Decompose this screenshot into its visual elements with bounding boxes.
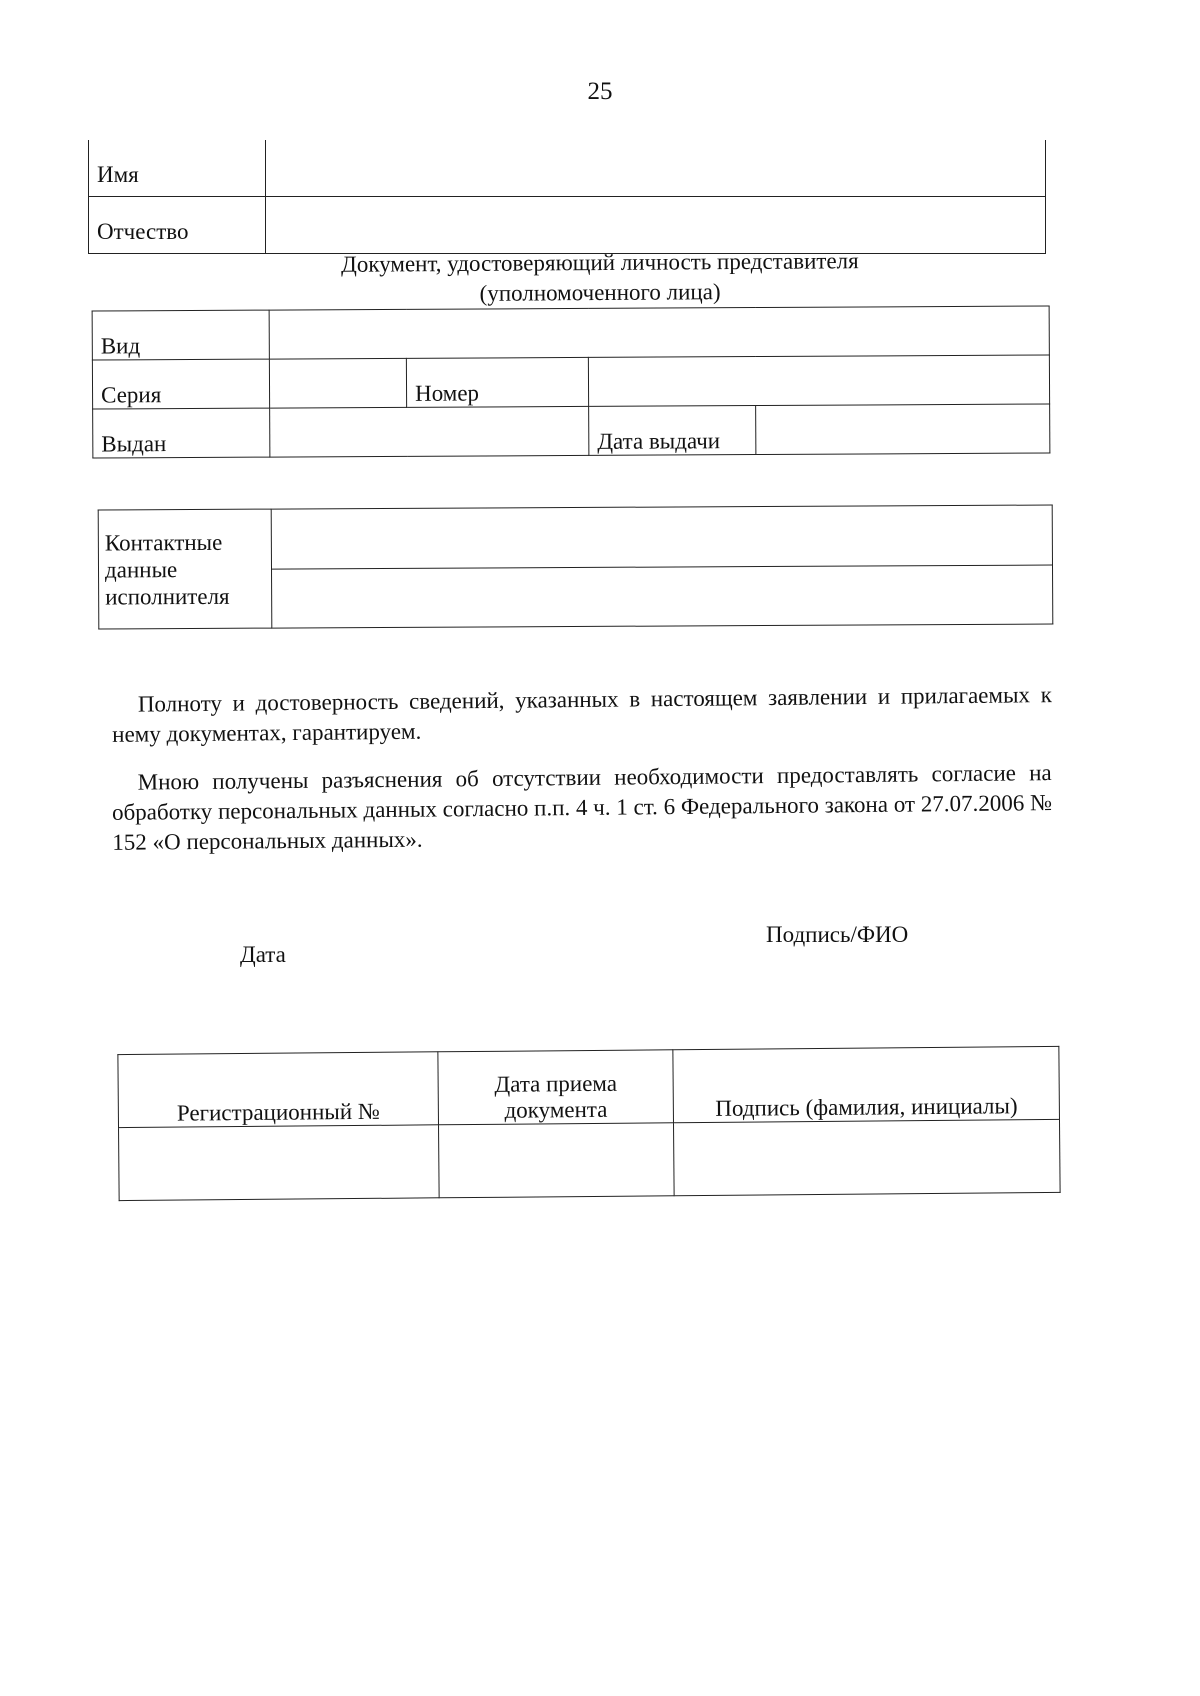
number-label: Номер — [406, 357, 588, 407]
consent-statement: Мною получены разъяснения об отсутствии необходимости предоставлять согласие на обработку персональных данных согласно п.п. 4 ч. 1 ст. 6 Федерального закона от 27.07.2006 № 152 «О персональных данных». — [111, 760, 1053, 855]
contact-field-1[interactable] — [271, 505, 1052, 569]
issue-date-field[interactable] — [756, 404, 1050, 455]
document-type-label: Вид — [92, 310, 269, 360]
issued-by-field[interactable] — [270, 406, 589, 457]
name-field[interactable] — [266, 140, 1046, 197]
contact-table — [98, 505, 1054, 630]
id-document-table — [92, 305, 1051, 458]
issue-date-label: Дата выдачи — [589, 406, 756, 456]
name-label: Имя — [89, 140, 266, 197]
registration-table — [117, 1046, 1060, 1201]
person-name-table — [88, 140, 1046, 254]
contact-field-2[interactable] — [272, 565, 1053, 629]
guarantee-statement: Полноту и достоверность сведений, указанных в настоящем заявлении и прилагаемых к нему документах, гарантируем. — [112, 682, 1052, 747]
registration-number-header: Регистрационный № — [118, 1052, 439, 1128]
receipt-date-header: Дата приема документа — [438, 1050, 674, 1125]
patronymic-label: Отчество — [89, 197, 266, 254]
series-field[interactable] — [269, 358, 406, 408]
issued-by-label: Выдан — [93, 408, 270, 458]
document-type-field[interactable] — [269, 306, 1049, 359]
registration-number-field[interactable] — [119, 1125, 440, 1201]
signature-field[interactable] — [674, 1119, 1060, 1195]
number-field[interactable] — [588, 355, 1049, 406]
id-document-heading-line1: Документ, удостоверяющий личность представителя — [341, 248, 859, 277]
contact-label — [98, 509, 272, 629]
page-number: 25 — [587, 78, 613, 105]
contact-label-line2: данные — [104, 556, 178, 582]
contact-label-line3: исполнителя — [105, 583, 230, 609]
series-label: Серия — [92, 359, 269, 409]
signature-label: Подпись/ФИО — [766, 922, 909, 947]
id-document-heading-line2: (уполномоченного лица) — [479, 279, 721, 306]
id-document-heading — [0, 244, 1200, 312]
contact-label-line1: Контактные — [104, 529, 223, 555]
signature-header: Подпись (фамилия, инициалы) — [673, 1046, 1059, 1122]
receipt-date-field[interactable] — [438, 1123, 674, 1198]
date-label: Дата — [240, 942, 286, 967]
